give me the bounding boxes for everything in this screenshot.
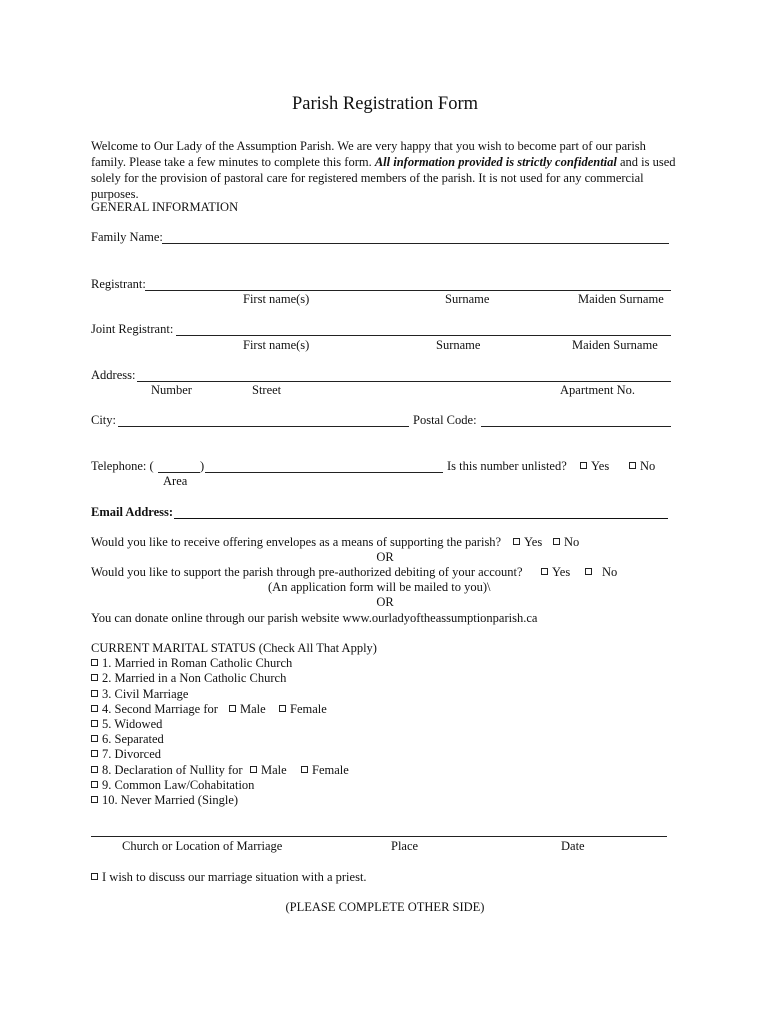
marital-checkbox-4[interactable] xyxy=(91,705,98,712)
complete-other-side-note: (PLEASE COMPLETE OTHER SIDE) xyxy=(285,900,485,914)
intro-emphasis: All information provided is strictly confidential xyxy=(374,155,617,169)
telephone-number-field[interactable] xyxy=(205,472,443,473)
general-information-heading: GENERAL INFORMATION xyxy=(91,200,239,214)
debit-no-label: No xyxy=(602,565,618,579)
city-label: City: xyxy=(91,413,117,427)
place-caption: Place xyxy=(391,839,419,853)
marriage-details-field[interactable] xyxy=(91,836,667,837)
envelopes-yes-checkbox[interactable] xyxy=(513,538,520,545)
nullity-male-label: Male xyxy=(261,763,287,777)
unlisted-no-option[interactable] xyxy=(629,459,655,474)
debit-no-option[interactable] xyxy=(585,565,617,580)
envelopes-no-label: No xyxy=(564,535,580,549)
family-name-label: Family Name: xyxy=(91,230,163,244)
envelopes-yes-option[interactable] xyxy=(513,535,542,550)
joint-first-name-caption: First name(s) xyxy=(243,338,310,352)
address-apartment-caption: Apartment No. xyxy=(560,383,635,397)
postal-code-label: Postal Code: xyxy=(413,413,477,427)
debit-yes-option[interactable] xyxy=(541,565,570,580)
marital-label-5: 5. Widowed xyxy=(102,717,163,731)
marital-label-2: 2. Married in a Non Catholic Church xyxy=(102,671,287,685)
second-marriage-female-label: Female xyxy=(290,702,327,716)
area-caption: Area xyxy=(163,474,188,488)
debit-yes-label: Yes xyxy=(552,565,571,579)
marital-checkbox-1[interactable] xyxy=(91,659,98,666)
marital-option-3[interactable] xyxy=(91,687,188,702)
envelopes-no-option[interactable] xyxy=(553,535,579,550)
nullity-female-option[interactable] xyxy=(301,763,349,778)
registrant-maiden-caption: Maiden Surname xyxy=(578,292,664,306)
envelopes-no-checkbox[interactable] xyxy=(553,538,560,545)
email-field[interactable] xyxy=(174,518,668,519)
marital-label-7: 7. Divorced xyxy=(102,747,162,761)
joint-surname-caption: Surname xyxy=(436,338,481,352)
address-label: Address: xyxy=(91,368,136,382)
second-marriage-male-option[interactable] xyxy=(229,702,266,717)
nullity-female-checkbox[interactable] xyxy=(301,766,308,773)
telephone-label: Telephone: ( xyxy=(91,459,154,473)
marital-checkbox-7[interactable] xyxy=(91,750,98,757)
unlisted-yes-option[interactable] xyxy=(580,459,609,474)
email-label: Email Address: xyxy=(91,505,174,519)
unlisted-yes-label: Yes xyxy=(591,459,610,473)
or-separator-2: OR xyxy=(376,595,394,609)
marital-label-9: 9. Common Law/Cohabitation xyxy=(102,778,255,792)
discuss-priest-label: I wish to discuss our marriage situation with a priest. xyxy=(102,870,367,884)
discuss-priest-checkbox[interactable] xyxy=(91,873,98,880)
family-name-field[interactable] xyxy=(162,243,669,244)
registrant-surname-caption: Surname xyxy=(445,292,490,306)
unlisted-question: Is this number unlisted? xyxy=(447,459,567,473)
donate-online-text: You can donate online through our parish website www.ourladyoftheassumptionparish.ca xyxy=(91,611,538,625)
registrant-field[interactable] xyxy=(145,290,671,291)
unlisted-no-label: No xyxy=(640,459,656,473)
debit-no-checkbox[interactable] xyxy=(585,568,592,575)
nullity-male-option[interactable] xyxy=(250,763,287,778)
marital-label-10: 10. Never Married (Single) xyxy=(102,793,239,807)
joint-registrant-field[interactable] xyxy=(176,335,671,336)
marital-checkbox-2[interactable] xyxy=(91,674,98,681)
registrant-label: Registrant: xyxy=(91,277,146,291)
area-code-field[interactable] xyxy=(158,472,200,473)
debit-yes-checkbox[interactable] xyxy=(541,568,548,575)
address-number-caption: Number xyxy=(151,383,192,397)
second-marriage-female-checkbox[interactable] xyxy=(279,705,286,712)
date-caption: Date xyxy=(561,839,585,853)
address-field[interactable] xyxy=(137,381,671,382)
marital-label-3: 3. Civil Marriage xyxy=(102,687,189,701)
marital-option-9[interactable] xyxy=(91,778,254,793)
second-marriage-female-option[interactable] xyxy=(279,702,327,717)
or-separator-1: OR xyxy=(376,550,394,564)
registrant-first-name-caption: First name(s) xyxy=(243,292,310,306)
telephone-paren: ) xyxy=(200,459,205,473)
intro-text-1: Welcome to Our Lady of the Assumption Parish. We are very happy that you wish to become part of our parish family. Please take a few minutes to complete this form. xyxy=(91,139,646,169)
envelopes-question: Would you like to receive offering envelopes as a means of supporting the parish? xyxy=(91,535,502,549)
page-title: Parish Registration Form xyxy=(291,94,479,114)
marital-option-5[interactable] xyxy=(91,717,162,732)
marital-checkbox-3[interactable] xyxy=(91,690,98,697)
marital-label-6: 6. Separated xyxy=(102,732,164,746)
marital-checkbox-9[interactable] xyxy=(91,781,98,788)
joint-registrant-label: Joint Registrant: xyxy=(91,322,174,336)
marital-checkbox-5[interactable] xyxy=(91,720,98,727)
city-field[interactable] xyxy=(118,426,409,427)
address-street-caption: Street xyxy=(252,383,282,397)
marital-option-8[interactable] xyxy=(91,763,243,778)
postal-code-field[interactable] xyxy=(481,426,671,427)
second-marriage-male-checkbox[interactable] xyxy=(229,705,236,712)
debit-question: Would you like to support the parish through pre-authorized debiting of your account? xyxy=(91,565,523,579)
marital-option-4[interactable] xyxy=(91,702,218,717)
marital-status-heading: CURRENT MARITAL STATUS (Check All That Apply) xyxy=(91,641,377,655)
unlisted-no-checkbox[interactable] xyxy=(629,462,636,469)
second-marriage-male-label: Male xyxy=(240,702,266,716)
envelopes-yes-label: Yes xyxy=(524,535,543,549)
marital-label-8: 8. Declaration of Nullity for xyxy=(102,763,243,777)
marital-option-6[interactable] xyxy=(91,732,164,747)
intro-paragraph xyxy=(91,138,681,202)
marital-checkbox-6[interactable] xyxy=(91,735,98,742)
marital-option-2[interactable] xyxy=(91,671,286,686)
marital-option-1[interactable] xyxy=(91,656,292,671)
nullity-female-label: Female xyxy=(312,763,349,777)
joint-maiden-caption: Maiden Surname xyxy=(572,338,658,352)
church-location-caption: Church or Location of Marriage xyxy=(122,839,283,853)
marital-checkbox-10[interactable] xyxy=(91,796,98,803)
application-note: (An application form will be mailed to you)\ xyxy=(268,580,491,594)
marital-checkbox-8[interactable] xyxy=(91,766,98,773)
intro-text-2: and is used solely for the provision of pastoral care for registered members of the parish. It is not used for any commercial purposes. xyxy=(91,155,676,201)
marital-label-1: 1. Married in Roman Catholic Church xyxy=(102,656,293,670)
discuss-priest-option[interactable] xyxy=(91,870,367,885)
nullity-male-checkbox[interactable] xyxy=(250,766,257,773)
unlisted-yes-checkbox[interactable] xyxy=(580,462,587,469)
marital-option-10[interactable] xyxy=(91,793,238,808)
marital-option-7[interactable] xyxy=(91,747,161,762)
marital-label-4: 4. Second Marriage for xyxy=(102,702,218,716)
